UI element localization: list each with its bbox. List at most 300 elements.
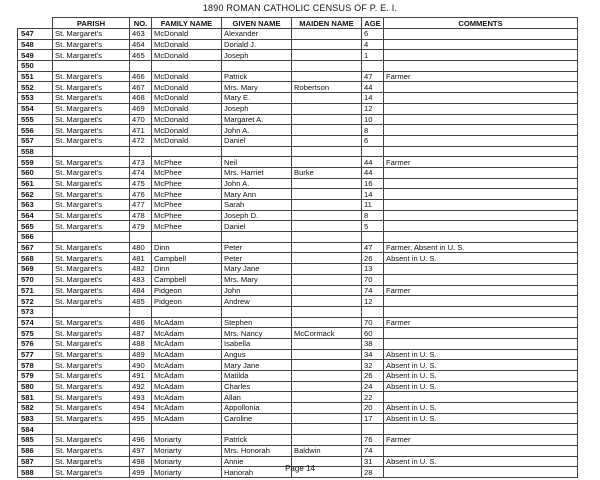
parish-cell: St. Margaret's (53, 29, 130, 40)
family-name-cell (152, 306, 222, 317)
comments-cell (384, 29, 578, 40)
comments-cell (384, 61, 578, 72)
given-name-cell: Mrs. Harriet (222, 167, 292, 178)
age-cell: 13 (362, 264, 384, 275)
comments-cell: Farmer, Absent in U. S. (384, 242, 578, 253)
number-cell: 480 (130, 242, 152, 253)
maiden-name-cell: Burke (292, 167, 362, 178)
table-row (18, 135, 578, 146)
maiden-name-cell (292, 103, 362, 114)
row-number: 557 (18, 135, 53, 146)
table-row (18, 146, 578, 157)
given-name-cell: John (222, 285, 292, 296)
parish-cell: St. Margaret's (53, 39, 130, 50)
column-header-no: NO. (130, 18, 152, 29)
age-cell: 76 (362, 435, 384, 446)
row-number: 578 (18, 360, 53, 371)
comments-cell (384, 338, 578, 349)
age-cell: 74 (362, 285, 384, 296)
maiden-name-cell (292, 221, 362, 232)
number-cell: 486 (130, 317, 152, 328)
given-name-cell: Neil (222, 157, 292, 168)
number-cell: 477 (130, 200, 152, 211)
comments-cell (384, 221, 578, 232)
comments-cell (384, 178, 578, 189)
age-cell: 31 (362, 456, 384, 467)
table-row (18, 403, 578, 414)
table-row (18, 221, 578, 232)
number-cell: 474 (130, 167, 152, 178)
row-number: 560 (18, 167, 53, 178)
parish-cell: St. Margaret's (53, 264, 130, 275)
family-name-cell: Moriarty (152, 467, 222, 478)
number-cell: 464 (130, 39, 152, 50)
given-name-cell: John A. (222, 178, 292, 189)
maiden-name-cell (292, 157, 362, 168)
number-cell: 489 (130, 349, 152, 360)
comments-cell: Absent in U. S. (384, 349, 578, 360)
age-cell: 74 (362, 445, 384, 456)
age-cell: 32 (362, 360, 384, 371)
age-cell: 28 (362, 467, 384, 478)
given-name-cell: Hanorah (222, 467, 292, 478)
parish-cell: St. Margaret's (53, 467, 130, 478)
row-number: 587 (18, 456, 53, 467)
comments-cell (384, 445, 578, 456)
age-cell (362, 146, 384, 157)
parish-cell: St. Margaret's (53, 328, 130, 339)
parish-cell (53, 232, 130, 243)
comments-cell (384, 296, 578, 307)
row-number: 564 (18, 210, 53, 221)
age-cell: 16 (362, 178, 384, 189)
given-name-cell: Daniel (222, 221, 292, 232)
age-cell: 6 (362, 135, 384, 146)
age-cell (362, 61, 384, 72)
table-row (18, 189, 578, 200)
family-name-cell: McAdam (152, 328, 222, 339)
column-header-comments: COMMENTS (384, 18, 578, 29)
parish-cell: St. Margaret's (53, 274, 130, 285)
maiden-name-cell (292, 371, 362, 382)
parish-cell (53, 306, 130, 317)
table-row (18, 93, 578, 104)
comments-cell (384, 103, 578, 114)
number-cell: 472 (130, 135, 152, 146)
age-cell: 12 (362, 103, 384, 114)
parish-cell (53, 61, 130, 72)
comments-cell (384, 189, 578, 200)
maiden-name-cell (292, 253, 362, 264)
comments-cell: Absent in U. S. (384, 360, 578, 371)
given-name-cell: Daniel (222, 135, 292, 146)
maiden-name-cell (292, 413, 362, 424)
given-name-cell: Caroline (222, 413, 292, 424)
parish-cell: St. Margaret's (53, 360, 130, 371)
parish-cell: St. Margaret's (53, 125, 130, 136)
maiden-name-cell (292, 435, 362, 446)
age-cell: 47 (362, 71, 384, 82)
table-row (18, 178, 578, 189)
family-name-cell: Campbell (152, 274, 222, 285)
parish-cell (53, 424, 130, 435)
family-name-cell: Moriarty (152, 435, 222, 446)
parish-cell (53, 146, 130, 157)
maiden-name-cell (292, 50, 362, 61)
number-cell: 484 (130, 285, 152, 296)
row-number: 549 (18, 50, 53, 61)
comments-cell (384, 93, 578, 104)
comments-cell (384, 125, 578, 136)
age-cell: 60 (362, 328, 384, 339)
number-cell: 499 (130, 467, 152, 478)
row-number: 574 (18, 317, 53, 328)
census-body (18, 29, 578, 478)
comments-cell (384, 232, 578, 243)
number-cell: 495 (130, 413, 152, 424)
number-cell: 482 (130, 264, 152, 275)
family-name-cell: McPhee (152, 221, 222, 232)
age-cell: 24 (362, 381, 384, 392)
age-cell: 22 (362, 392, 384, 403)
number-cell: 488 (130, 338, 152, 349)
parish-cell: St. Margaret's (53, 82, 130, 93)
row-number: 569 (18, 264, 53, 275)
row-number: 568 (18, 253, 53, 264)
row-number: 556 (18, 125, 53, 136)
maiden-name-cell (292, 296, 362, 307)
parish-cell: St. Margaret's (53, 210, 130, 221)
number-cell (130, 306, 152, 317)
parish-cell: St. Margaret's (53, 178, 130, 189)
comments-cell (384, 274, 578, 285)
comments-cell (384, 306, 578, 317)
parish-cell: St. Margaret's (53, 189, 130, 200)
column-header-age: AGE (362, 18, 384, 29)
family-name-cell: McAdam (152, 360, 222, 371)
table-row (18, 392, 578, 403)
comments-cell (384, 328, 578, 339)
family-name-cell: McPhee (152, 189, 222, 200)
table-row (18, 200, 578, 211)
comments-cell (384, 167, 578, 178)
family-name-cell: McAdam (152, 317, 222, 328)
table-row (18, 338, 578, 349)
comments-cell (384, 210, 578, 221)
age-cell: 5 (362, 221, 384, 232)
family-name-cell: McDonald (152, 29, 222, 40)
table-row (18, 82, 578, 93)
table-row (18, 29, 578, 40)
maiden-name-cell: Robertson (292, 82, 362, 93)
given-name-cell: Alexander (222, 29, 292, 40)
maiden-name-cell (292, 39, 362, 50)
parish-cell: St. Margaret's (53, 93, 130, 104)
table-row (18, 381, 578, 392)
row-number: 555 (18, 114, 53, 125)
number-cell: 492 (130, 381, 152, 392)
family-name-cell: Dinn (152, 264, 222, 275)
age-cell: 11 (362, 200, 384, 211)
number-cell: 485 (130, 296, 152, 307)
age-cell: 26 (362, 371, 384, 382)
table-row (18, 125, 578, 136)
number-cell: 470 (130, 114, 152, 125)
number-cell: 469 (130, 103, 152, 114)
family-name-cell (152, 424, 222, 435)
family-name-cell: McPhee (152, 157, 222, 168)
column-header-given-name: GIVEN NAME (222, 18, 292, 29)
family-name-cell: McDonald (152, 39, 222, 50)
given-name-cell: Patrick (222, 435, 292, 446)
number-cell: 493 (130, 392, 152, 403)
parish-cell: St. Margaret's (53, 71, 130, 82)
row-number: 570 (18, 274, 53, 285)
given-name-cell: Andrew (222, 296, 292, 307)
table-row (18, 349, 578, 360)
family-name-cell (152, 232, 222, 243)
given-name-cell: Peter (222, 253, 292, 264)
parish-cell: St. Margaret's (53, 296, 130, 307)
parish-cell: St. Margaret's (53, 456, 130, 467)
number-cell: 491 (130, 371, 152, 382)
maiden-name-cell (292, 317, 362, 328)
given-name-cell: Charles (222, 381, 292, 392)
given-name-cell: Margaret A. (222, 114, 292, 125)
table-row (18, 424, 578, 435)
age-cell: 10 (362, 114, 384, 125)
given-name-cell (222, 61, 292, 72)
maiden-name-cell (292, 232, 362, 243)
row-number: 567 (18, 242, 53, 253)
given-name-cell: Mary Ann (222, 189, 292, 200)
parish-cell: St. Margaret's (53, 317, 130, 328)
family-name-cell: McPhee (152, 200, 222, 211)
number-cell (130, 146, 152, 157)
family-name-cell: Campbell (152, 253, 222, 264)
row-number: 585 (18, 435, 53, 446)
age-cell: 17 (362, 413, 384, 424)
table-row (18, 242, 578, 253)
given-name-cell: Isabella (222, 338, 292, 349)
comments-cell: Absent in U. S. (384, 371, 578, 382)
row-number: 561 (18, 178, 53, 189)
number-cell: 494 (130, 403, 152, 414)
age-cell: 26 (362, 253, 384, 264)
maiden-name-cell (292, 306, 362, 317)
number-cell: 468 (130, 93, 152, 104)
family-name-cell: Pidgeon (152, 296, 222, 307)
maiden-name-cell (292, 125, 362, 136)
age-cell: 44 (362, 82, 384, 93)
family-name-cell: McAdam (152, 381, 222, 392)
table-row (18, 103, 578, 114)
family-name-cell: Moriarty (152, 456, 222, 467)
maiden-name-cell (292, 114, 362, 125)
number-cell (130, 232, 152, 243)
parish-cell: St. Margaret's (53, 285, 130, 296)
row-number: 581 (18, 392, 53, 403)
row-number: 577 (18, 349, 53, 360)
number-cell: 471 (130, 125, 152, 136)
family-name-cell: McDonald (152, 103, 222, 114)
maiden-name-cell (292, 189, 362, 200)
given-name-cell: Joseph D. (222, 210, 292, 221)
table-row (18, 328, 578, 339)
given-name-cell: Mrs. Mary (222, 82, 292, 93)
row-number: 554 (18, 103, 53, 114)
given-name-cell: Mrs. Nancy (222, 328, 292, 339)
row-number: 576 (18, 338, 53, 349)
row-number: 547 (18, 29, 53, 40)
comments-cell (384, 424, 578, 435)
comments-cell (384, 200, 578, 211)
parish-cell: St. Margaret's (53, 114, 130, 125)
maiden-name-cell (292, 264, 362, 275)
age-cell (362, 306, 384, 317)
comments-cell (384, 146, 578, 157)
column-header-family-name: FAMILY NAME (152, 18, 222, 29)
family-name-cell: McAdam (152, 403, 222, 414)
maiden-name-cell (292, 242, 362, 253)
row-number: 584 (18, 424, 53, 435)
number-cell: 473 (130, 157, 152, 168)
table-row (18, 360, 578, 371)
row-number: 550 (18, 61, 53, 72)
family-name-cell: McDonald (152, 125, 222, 136)
age-cell: 8 (362, 125, 384, 136)
row-number: 586 (18, 445, 53, 456)
maiden-name-cell (292, 210, 362, 221)
table-row (18, 435, 578, 446)
number-cell: 478 (130, 210, 152, 221)
comments-cell (384, 392, 578, 403)
given-name-cell: Mrs. Mary (222, 274, 292, 285)
parish-cell: St. Margaret's (53, 435, 130, 446)
given-name-cell: Mary Jane (222, 360, 292, 371)
age-cell (362, 424, 384, 435)
age-cell: 70 (362, 274, 384, 285)
age-cell: 8 (362, 210, 384, 221)
maiden-name-cell (292, 424, 362, 435)
given-name-cell: Stephen (222, 317, 292, 328)
age-cell (362, 232, 384, 243)
comments-cell (384, 39, 578, 50)
row-number: 573 (18, 306, 53, 317)
comments-cell (384, 135, 578, 146)
parish-cell: St. Margaret's (53, 157, 130, 168)
comments-cell (384, 82, 578, 93)
given-name-cell: Angus (222, 349, 292, 360)
given-name-cell: Patrick (222, 71, 292, 82)
number-cell: 498 (130, 456, 152, 467)
number-cell: 463 (130, 29, 152, 40)
table-row (18, 296, 578, 307)
row-number: 583 (18, 413, 53, 424)
maiden-name-cell (292, 392, 362, 403)
parish-cell: St. Margaret's (53, 403, 130, 414)
comments-cell: Absent in U. S. (384, 253, 578, 264)
maiden-name-cell: McCormack (292, 328, 362, 339)
family-name-cell: Dinn (152, 242, 222, 253)
given-name-cell: Mary Jane (222, 264, 292, 275)
header-row (18, 18, 578, 29)
row-number: 565 (18, 221, 53, 232)
comments-cell (384, 264, 578, 275)
row-number: 588 (18, 467, 53, 478)
row-number: 551 (18, 71, 53, 82)
page-number: Page 14 (285, 464, 315, 473)
family-name-cell: McDonald (152, 93, 222, 104)
row-number: 548 (18, 39, 53, 50)
comments-cell (384, 50, 578, 61)
family-name-cell: McDonald (152, 135, 222, 146)
maiden-name-cell: Baldwin (292, 445, 362, 456)
given-name-cell: Sarah (222, 200, 292, 211)
age-cell: 12 (362, 296, 384, 307)
parish-cell: St. Margaret's (53, 349, 130, 360)
family-name-cell: Moriarty (152, 445, 222, 456)
number-cell: 481 (130, 253, 152, 264)
row-number: 562 (18, 189, 53, 200)
family-name-cell: McAdam (152, 349, 222, 360)
row-number: 572 (18, 296, 53, 307)
row-number: 559 (18, 157, 53, 168)
family-name-cell: McDonald (152, 71, 222, 82)
given-name-cell: Peter (222, 242, 292, 253)
maiden-name-cell (292, 61, 362, 72)
table-row (18, 317, 578, 328)
age-cell: 4 (362, 39, 384, 50)
given-name-cell: Joseph (222, 103, 292, 114)
number-cell: 466 (130, 71, 152, 82)
family-name-cell: McDonald (152, 114, 222, 125)
number-cell (130, 424, 152, 435)
number-cell: 467 (130, 82, 152, 93)
given-name-cell: Joseph (222, 50, 292, 61)
maiden-name-cell (292, 200, 362, 211)
given-name-cell (222, 232, 292, 243)
row-number: 580 (18, 381, 53, 392)
family-name-cell: McPhee (152, 178, 222, 189)
column-header-parish: PARISH (53, 18, 130, 29)
given-name-cell: Donald J. (222, 39, 292, 50)
number-cell: 479 (130, 221, 152, 232)
row-number: 582 (18, 403, 53, 414)
table-row (18, 285, 578, 296)
age-cell: 44 (362, 157, 384, 168)
column-header-maiden-name: MAIDEN NAME (292, 18, 362, 29)
maiden-name-cell (292, 360, 362, 371)
family-name-cell: Pidgeon (152, 285, 222, 296)
maiden-name-cell (292, 338, 362, 349)
number-cell: 476 (130, 189, 152, 200)
given-name-cell: Appollonia (222, 403, 292, 414)
family-name-cell: McPhee (152, 210, 222, 221)
table-row (18, 253, 578, 264)
age-cell: 20 (362, 403, 384, 414)
family-name-cell (152, 61, 222, 72)
given-name-cell (222, 146, 292, 157)
row-number: 558 (18, 146, 53, 157)
maiden-name-cell (292, 403, 362, 414)
table-row (18, 114, 578, 125)
row-number: 579 (18, 371, 53, 382)
parish-cell: St. Margaret's (53, 242, 130, 253)
family-name-cell: McPhee (152, 167, 222, 178)
parish-cell: St. Margaret's (53, 103, 130, 114)
family-name-cell: McAdam (152, 392, 222, 403)
